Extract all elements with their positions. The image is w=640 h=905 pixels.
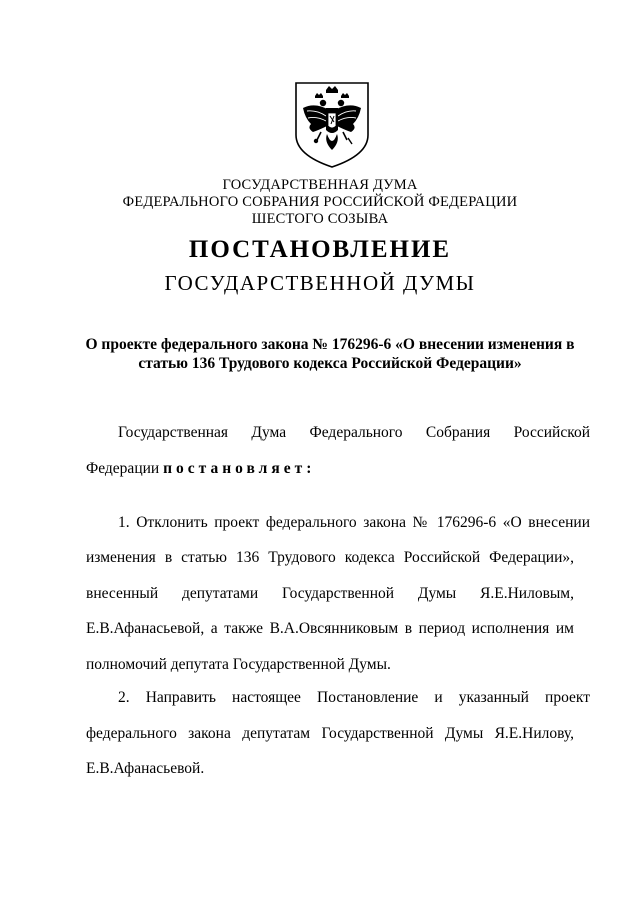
- coat-of-arms-emblem-icon: [293, 80, 371, 170]
- item2-line-3: Е.В.Афанасьевой.: [86, 760, 205, 777]
- issuer-line-2: ФЕДЕРАЛЬНОГО СОБРАНИЯ РОССИЙСКОЙ ФЕДЕРАЦИИ: [122, 194, 518, 210]
- item1-line-1: 1. Отклонить проект федерального закона № 176296-6 «О внесении: [118, 514, 590, 531]
- subject-line-1: О проекте федерального закона № 176296-6 «О внесении изменения в: [85, 336, 575, 353]
- preamble-text: Федерации: [86, 460, 160, 477]
- item1-line-5: полномочий депутата Государственной Думы.: [86, 656, 391, 673]
- preamble-verb: постановляет:: [163, 460, 316, 477]
- document-subtitle: ГОСУДАРСТВЕННОЙ ДУМЫ: [164, 271, 476, 295]
- document-subject: [60, 335, 600, 373]
- subject-line-2: статью 136 Трудового кодекса Российской Федерации»: [138, 355, 522, 372]
- item1-line-3: внесенный депутатами Государственной Думы Я.Е.Ниловым,: [86, 585, 574, 602]
- item1-line-4: Е.В.Афанасьевой, а также В.А.Овсянниковым в период исполнения им: [86, 620, 574, 637]
- item2-line-1: 2. Направить настоящее Постановление и указанный проект: [118, 689, 590, 706]
- preamble-line-1: Государственная Дума Федерального Собрания Российской: [118, 424, 590, 441]
- item1-line-2: изменения в статью 136 Трудового кодекса Российской Федерации»,: [86, 549, 574, 566]
- preamble-line-2: [86, 459, 315, 479]
- issuer-line-3: ШЕСТОГО СОЗЫВА: [251, 211, 389, 227]
- issuer-line-1: ГОСУДАРСТВЕННАЯ ДУМА: [222, 177, 418, 193]
- item2-line-2: федерального закона депутатам Государственной Думы Я.Е.Нилову,: [86, 725, 574, 742]
- document-title: ПОСТАНОВЛЕНИЕ: [188, 236, 452, 263]
